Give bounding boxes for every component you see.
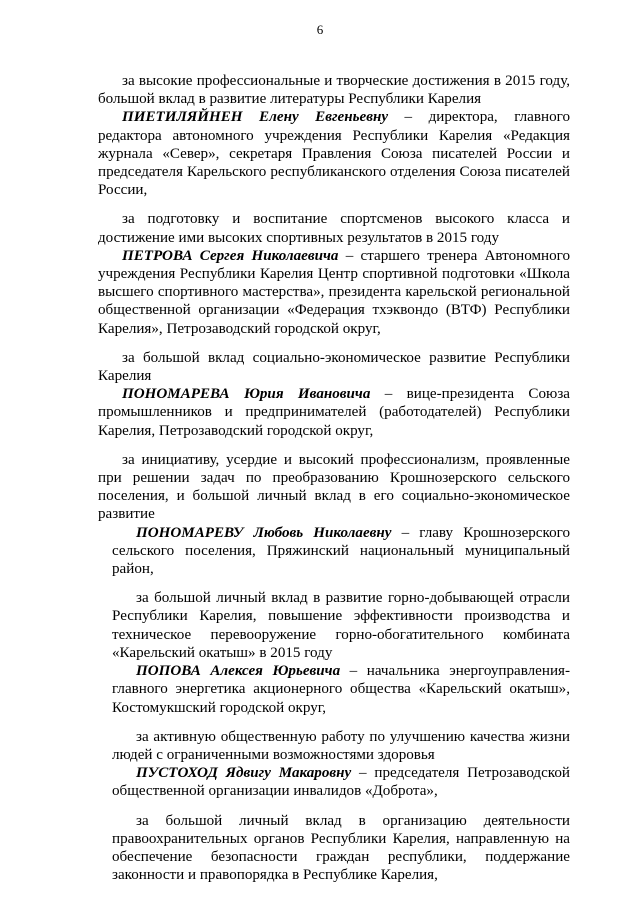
document-body — [0, 72, 640, 884]
nominee-description-3: – вице-президента Союза промышленников и предпринимателей (работодателей) Республики Карелия, Петрозаводский городской округ, — [98, 386, 570, 439]
award-nominee-1 — [0, 108, 640, 199]
award-reason-4: за инициативу, усердие и высокий профессионализм, проявленные при решении задач по преобразованию Крошнозерского сельского поселения, и большой личный вклад в его социально-экономическое развитие — [98, 451, 570, 523]
nominee-name-4: ПОНОМАРЕВУ Любовь Николаевну — [136, 524, 392, 541]
nominee-name-6: ПУСТОХОД Ядвигу Макаровну — [136, 765, 352, 782]
award-reason-6: за активную общественную работу по улучшению качества жизни людей с ограниченными возможностями здоровья — [112, 728, 570, 763]
award-nominee-2 — [0, 247, 640, 338]
nominee-name-2: ПЕТРОВА Сергея Николаевича — [122, 247, 339, 264]
award-nominee-4 — [0, 524, 640, 579]
nominee-description-1: – директора, главного редактора автономного учреждения Республики Карелия «Редакция журнала «Север», секретаря Правления Союза писателей России и председателя Карельского республиканского отделения Союза писателей России, — [98, 109, 570, 199]
award-reason-7: за большой личный вклад в организацию деятельности правоохранительных органов Республики Карелия, направленную на обеспечение безопасности граждан республики, поддержание законности и правопорядка в Республике Карелия, — [112, 812, 570, 884]
nominee-description-2: – старшего тренера Автономного учреждения Республики Карелия Центр спортивной подготовки «Школа высшего спортивного мастерства», президента карельской региональной общественной организации «Федерация тхэквондо (ВТФ) Республики Карелия», Петрозаводский городской округ, — [98, 247, 571, 337]
nominee-name-1: ПИЕТИЛЯЙНЕН Елену Евгеньевну — [122, 109, 389, 126]
nominee-description-6: – председателя Петрозаводской общественной организации инвалидов «Доброта», — [112, 765, 571, 800]
nominee-name-5: ПОПОВА Алексея Юрьевича — [136, 663, 341, 680]
award-reason-2: за подготовку и воспитание спортсменов высокого класса и достижение ими высоких спортивных результатов в 2015 году — [98, 211, 570, 246]
nominee-description-5: – начальника энергоуправления-главного энергетика акционерного общества «Карельский окатыш», Костомукшский городской округ, — [112, 663, 570, 716]
award-nominee-5 — [0, 662, 640, 717]
page-number: 6 — [316, 22, 324, 37]
nominee-name-3: ПОНОМАРЕВА Юрия Ивановича — [122, 386, 371, 403]
award-nominee-6 — [0, 764, 640, 800]
award-reason-1: за высокие профессиональные и творческие достижения в 2015 году, большой вклад в развитие литературы Республики Карелия — [98, 73, 570, 108]
nominee-description-4: – главу Крошнозерского сельского поселения, Пряжинский национальный муниципальный район, — [112, 524, 570, 578]
award-reason-3: за большой вклад социально-экономическое развитие Республики Карелия — [98, 349, 570, 385]
award-nominee-3 — [0, 385, 640, 440]
award-reason-5: за большой личный вклад в развитие горно-добывающей отрасли Республики Карелия, повышение эффективности производства и техническое перевооружение горно-обогатительного комбината «Карельский окатыш» в 2015 году — [112, 590, 570, 661]
